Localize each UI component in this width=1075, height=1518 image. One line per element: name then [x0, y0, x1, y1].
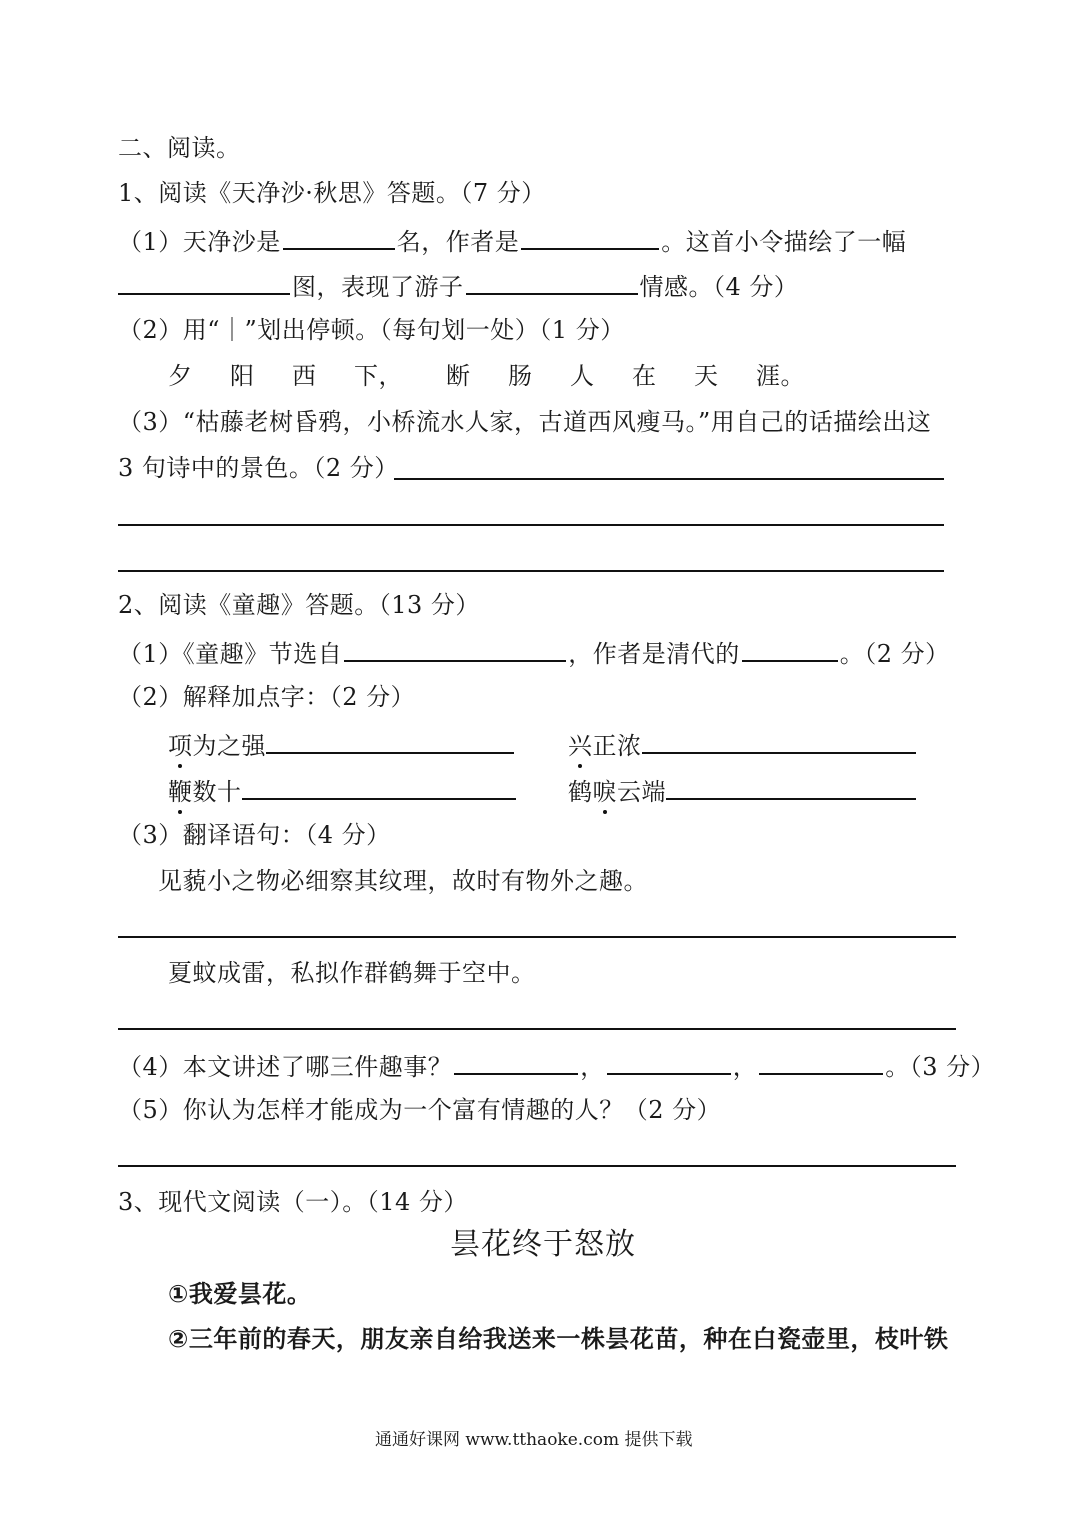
q1-part1-line1: （1）天净沙是 名，作者是 。这首小令描绘了一幅 [118, 224, 906, 257]
blank-emotion[interactable] [466, 269, 638, 295]
article-para-1: ①我爱昙花。 [168, 1280, 312, 1308]
blank-author[interactable] [521, 224, 659, 250]
q1-header: 1、阅读《天净沙·秋思》答题。（7 分） [118, 179, 546, 207]
q1-part3-line2: 3 句诗中的景色。（2 分） [118, 454, 399, 482]
blank-source-book[interactable] [344, 636, 566, 662]
poem-line[interactable]: 夕 阳 西 下， 断 肠 人 在 天 涯。 [168, 362, 805, 390]
blank-word-2[interactable] [642, 728, 916, 754]
sentence-1: 见藐小之物必细察其纹理，故时有物外之趣。 [158, 867, 648, 895]
word-item-3: 鞭数十 [168, 774, 518, 807]
blank-story-2[interactable] [607, 1049, 731, 1075]
blank-word-4[interactable] [666, 774, 916, 800]
blank-ci-pai[interactable] [283, 224, 395, 250]
answer-line[interactable] [118, 570, 944, 572]
blank-story-3[interactable] [759, 1049, 883, 1075]
word-item-4: 鹤唳云端 [568, 774, 918, 807]
blank-word-3[interactable] [242, 774, 516, 800]
q2-part5: （5）你认为怎样才能成为一个富有情趣的人？（2 分） [118, 1096, 722, 1124]
q1-part3-line1: （3）“枯藤老树昏鸦，小桥流水人家，古道西风瘦马。”用自己的话描绘出这 [118, 408, 932, 436]
q2-header: 2、阅读《童趣》答题。（13 分） [118, 591, 480, 619]
blank-author[interactable] [742, 636, 838, 662]
blank-picture[interactable] [118, 269, 290, 295]
q2-part1: （1）《童趣》节选自 ，作者是清代的 。（2 分） [118, 636, 950, 669]
article-title: 昙花终于怒放 [450, 1227, 636, 1262]
word-item-2: 兴正浓 [568, 728, 918, 761]
q2-part3: （3）翻译语句：（4 分） [118, 821, 391, 849]
footer-credit: 通通好课网 www.tthaoke.com 提供下载 [375, 1430, 693, 1450]
answer-line[interactable] [118, 936, 956, 938]
q3-header: 3、现代文阅读（一）。（14 分） [118, 1188, 468, 1216]
q1-part1-line2: 图，表现了游子 情感。（4 分） [118, 269, 798, 302]
answer-line[interactable] [394, 478, 944, 480]
sentence-2: 夏蚊成雷，私拟作群鹤舞于空中。 [168, 959, 536, 987]
blank-story-1[interactable] [454, 1049, 578, 1075]
word-item-1: 项为之强 [168, 728, 516, 761]
blank-word-1[interactable] [266, 728, 514, 754]
article-para-2: ②三年前的春天，朋友亲自给我送来一株昙花苗，种在白瓷壶里，枝叶铁 [168, 1325, 949, 1353]
q1-part2: （2）用“｜”划出停顿。（每句划一处）（1 分） [118, 316, 625, 344]
q2-part2: （2）解释加点字：（2 分） [118, 683, 416, 711]
section-title: 二、阅读。 [118, 134, 241, 162]
answer-line[interactable] [118, 1165, 956, 1167]
q2-part4: （4）本文讲述了哪三件趣事？ ， ， 。（3 分） [118, 1049, 995, 1082]
answer-line[interactable] [118, 1028, 956, 1030]
answer-line[interactable] [118, 524, 944, 526]
